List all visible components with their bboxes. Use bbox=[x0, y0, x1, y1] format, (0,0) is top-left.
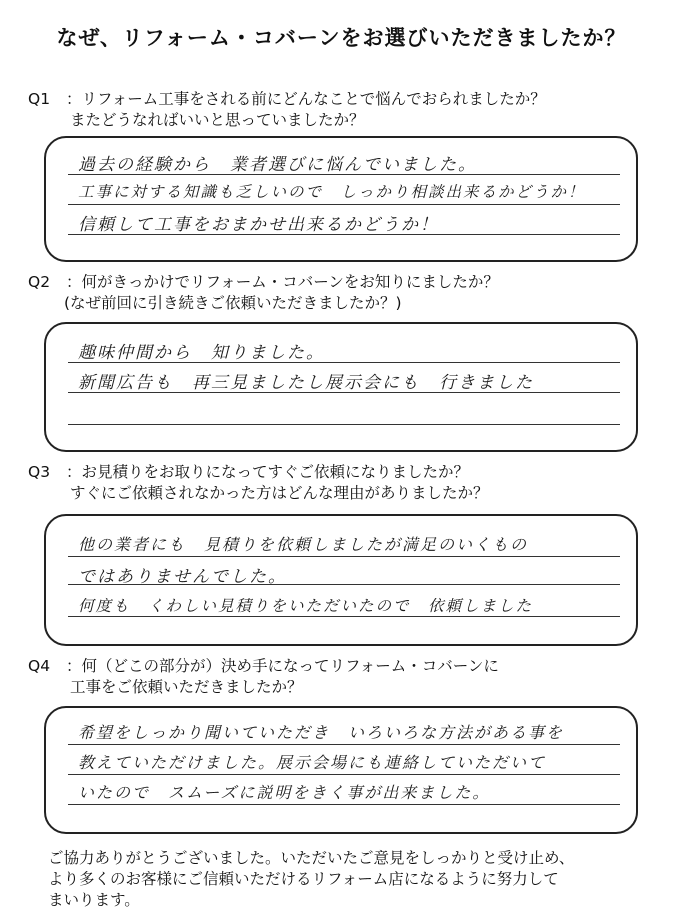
question-number: Q1 bbox=[28, 90, 51, 108]
question-number: Q4 bbox=[28, 657, 51, 675]
question-2 bbox=[28, 272, 499, 314]
question-text: ：何（どこの部分が）決め手になってリフォーム・コバーンに bbox=[66, 657, 499, 675]
answer-box-3 bbox=[44, 514, 638, 646]
ruled-line bbox=[68, 744, 620, 745]
handwritten-answer: いたので スムーズに説明をきく事が出来ました。 bbox=[78, 783, 491, 802]
closing-line: より多くのお客様にご信頼いただけるリフォーム店になるように努力して bbox=[48, 870, 559, 888]
question-4 bbox=[28, 656, 499, 698]
answer-box-1 bbox=[44, 136, 638, 262]
question-1 bbox=[28, 89, 546, 131]
handwritten-answer: 何度も くわしい見積りをいただいたので 依頼しました bbox=[78, 597, 534, 615]
answer-box-4 bbox=[44, 706, 638, 834]
handwritten-answer: 趣味仲間から 知りました。 bbox=[78, 343, 325, 363]
question-3 bbox=[28, 462, 489, 504]
handwritten-answer: 他の業者にも 見積りを依頼しましたが満足のいくもの bbox=[78, 535, 529, 554]
closing-line: まいります。 bbox=[48, 891, 140, 909]
ruled-line bbox=[68, 204, 620, 205]
ruled-line bbox=[68, 804, 620, 805]
question-number: Q2 bbox=[28, 273, 51, 291]
question-text: ：リフォーム工事をされる前にどんなことで悩んでおられましたか？ bbox=[66, 90, 546, 108]
question-text: ：何がきっかけでリフォーム・コバーンをお知りにましたか？ bbox=[66, 273, 499, 291]
question-number: Q3 bbox=[28, 463, 51, 481]
handwritten-answer: ではありませんでした。 bbox=[78, 567, 287, 587]
ruled-line bbox=[68, 616, 620, 617]
question-subtext: またどうなればいいと思っていましたか？ bbox=[70, 111, 365, 129]
handwritten-answer: 信頼して工事をおまかせ出来るかどうか！ bbox=[78, 215, 439, 235]
ruled-line bbox=[68, 774, 620, 775]
closing-message bbox=[48, 848, 648, 911]
handwritten-answer: 教えていただけました。展示会場にも連絡していただいて bbox=[78, 753, 547, 772]
page-title: なぜ、リフォーム・コバーンをお選びいただきましたか？ bbox=[56, 26, 627, 50]
question-subtext: (なぜ前回に引き続きご依頼いただきましたか？) bbox=[64, 294, 402, 312]
ruled-line bbox=[68, 556, 620, 557]
question-subtext: すぐにご依頼されなかった方はどんな理由がありましたか？ bbox=[70, 484, 489, 502]
question-subtext: 工事をご依頼いただきましたか？ bbox=[70, 678, 303, 696]
handwritten-answer: 過去の経験から 業者選びに悩んでいました。 bbox=[78, 155, 477, 175]
question-text: ：お見積りをお取りになってすぐご依頼になりましたか？ bbox=[66, 463, 470, 481]
closing-line: ご協力ありがとうございました。いただいたご意見をしっかりと受け止め、 bbox=[48, 849, 575, 867]
ruled-line bbox=[68, 424, 620, 425]
handwritten-answer: 新聞広告も 再三見ましたし展示会にも 行きました bbox=[78, 373, 534, 393]
answer-box-2 bbox=[44, 322, 638, 452]
handwritten-answer: 工事に対する知識も乏しいので しっかり相談出来るかどうか！ bbox=[78, 183, 586, 201]
handwritten-answer: 希望をしっかり聞いていただき いろいろな方法がある事を bbox=[78, 723, 565, 742]
